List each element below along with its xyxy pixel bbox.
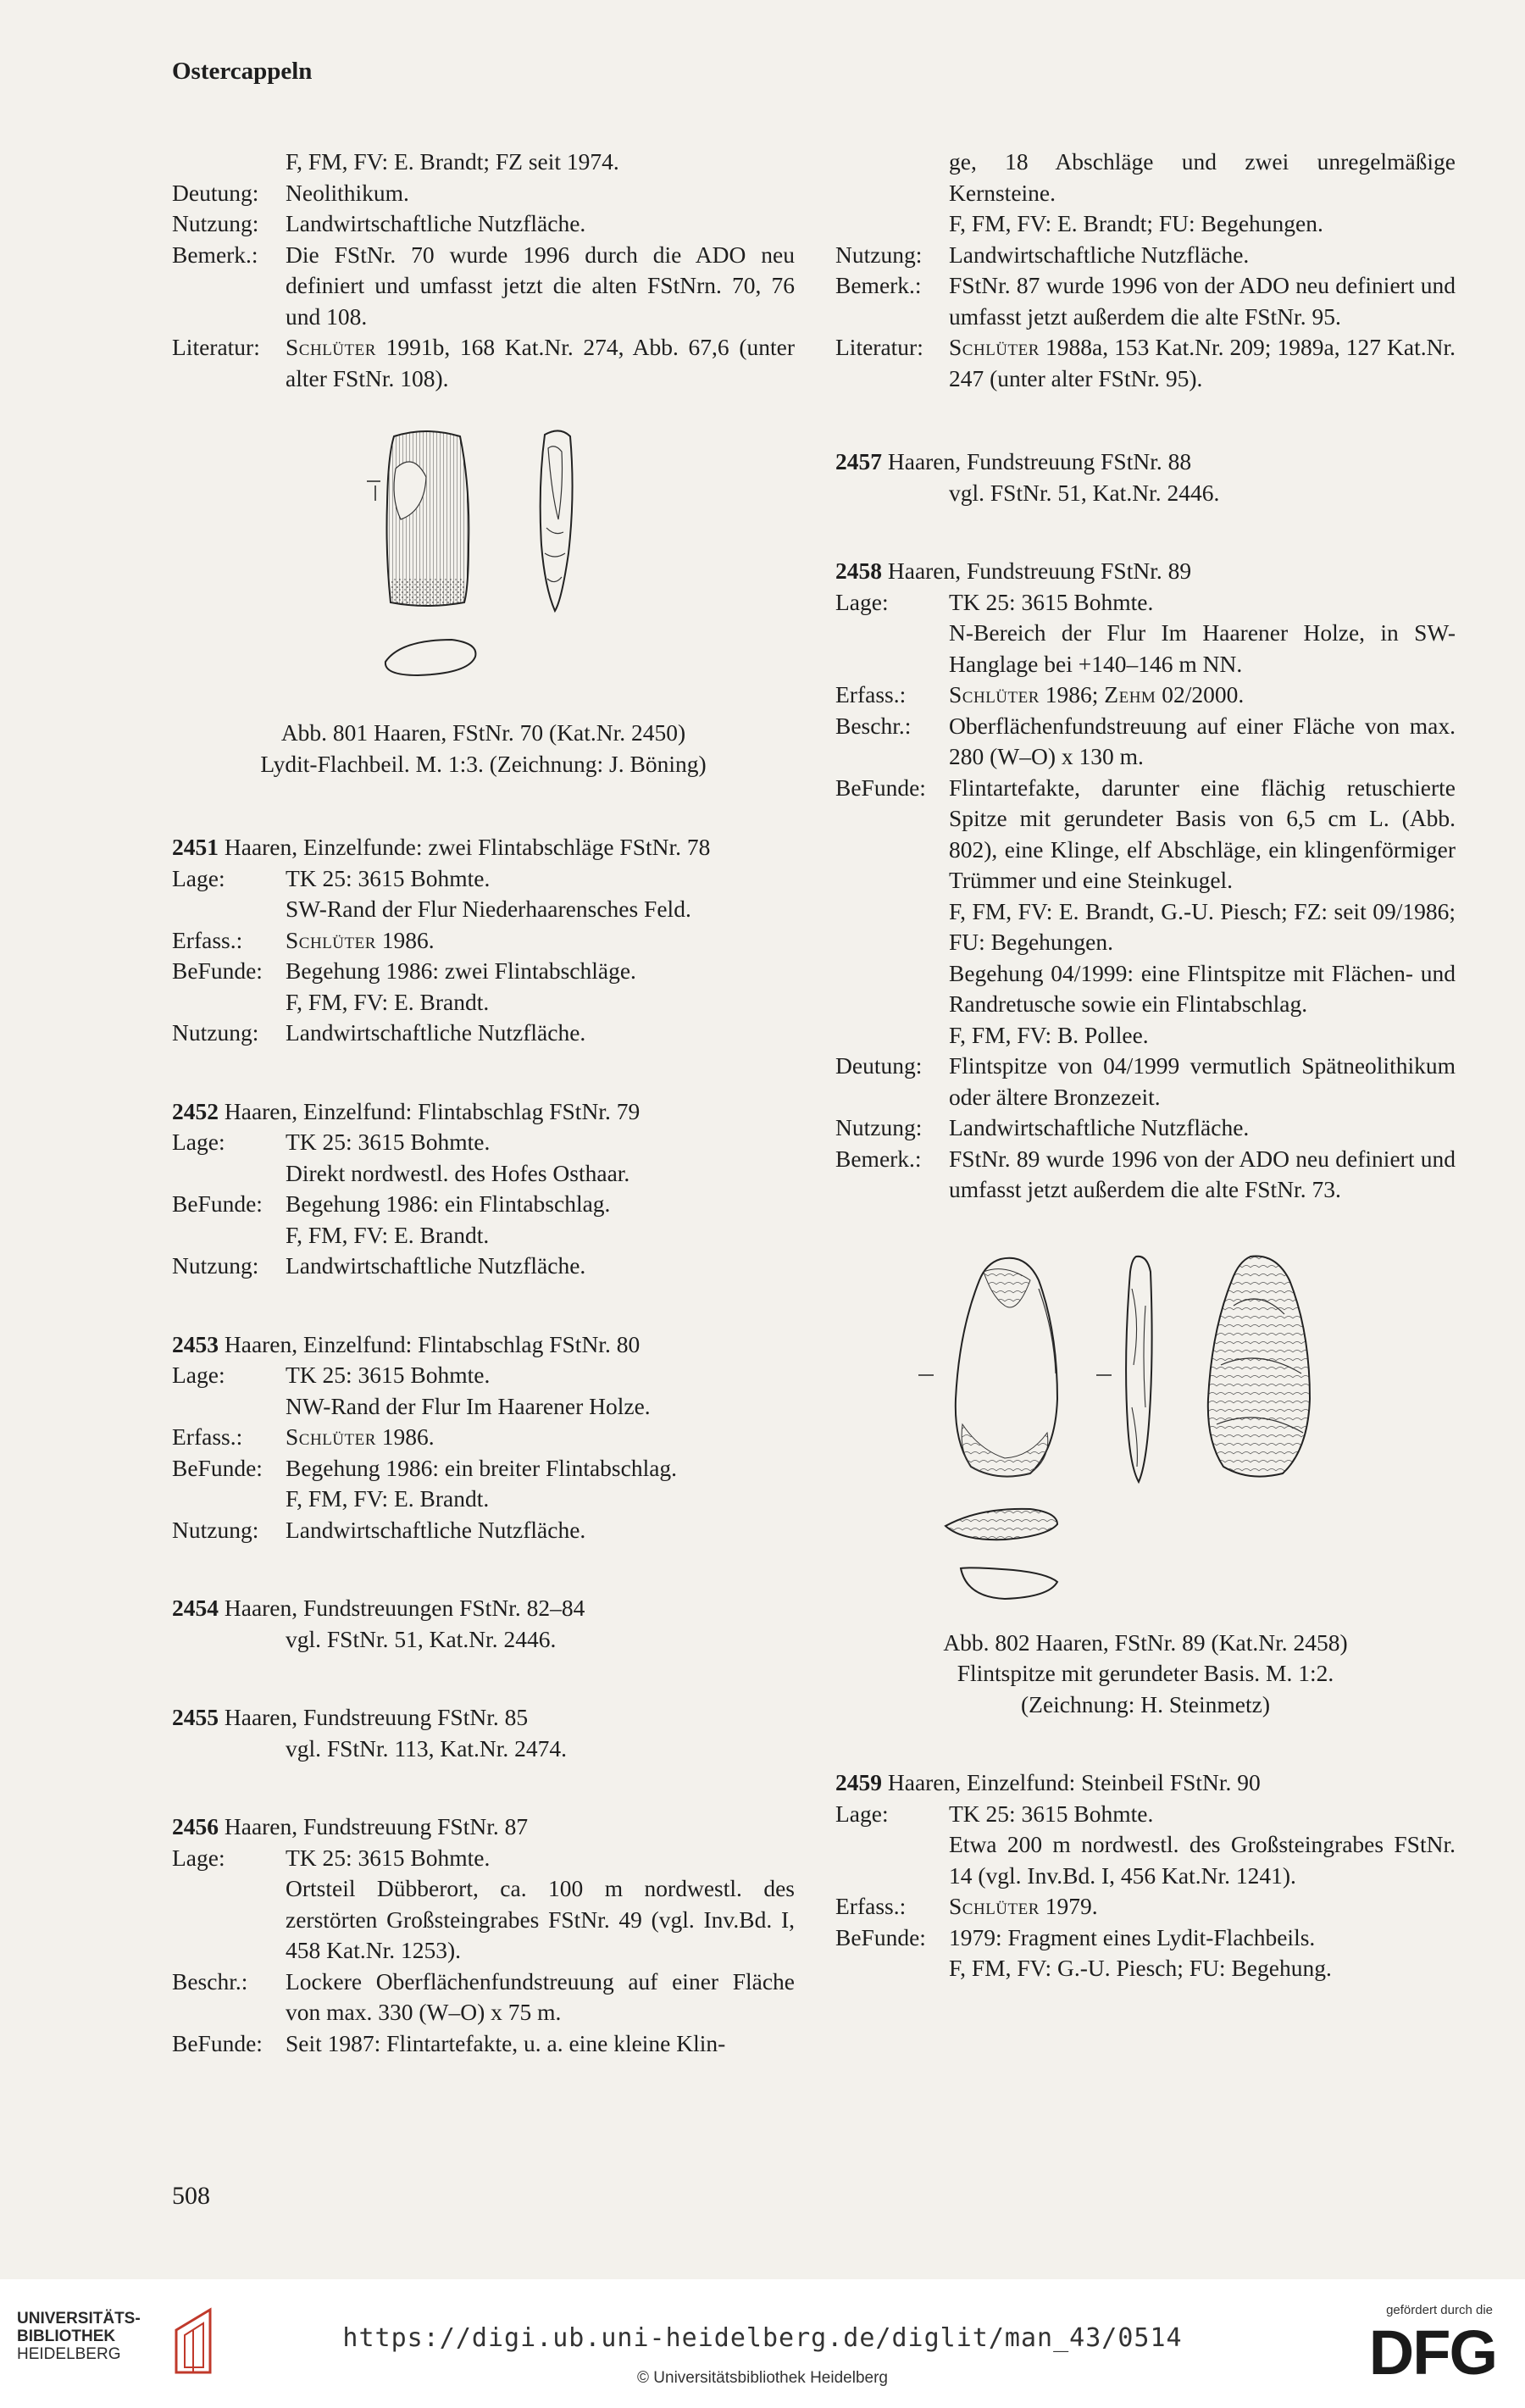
entry-title: Haaren, Einzelfunde: zwei Flintabschläge FStNr. 78 — [219, 834, 711, 860]
field-value: FStNr. 87 wurde 1996 von der ADO neu definiert und umfasst jetzt außerdem die alte FStNr. 95. — [949, 272, 1456, 330]
field-continuation: F, FM, FV: B. Pollee. — [949, 1021, 1149, 1048]
entry-heading — [172, 1329, 795, 1361]
field-value — [949, 332, 1456, 394]
field-label: Deutung: — [172, 179, 259, 206]
figure-caption: Lydit-Flachbeil. M. 1:3. (Zeichnung: J. Böning) — [260, 750, 707, 777]
field-label: Nutzung: — [172, 1019, 259, 1046]
field-continuation: F, FM, FV: G.-U. Piesch; FU: Begehung. — [949, 1955, 1332, 1981]
figure-801 — [172, 418, 795, 780]
field-value: Landwirtschaftliche Nutzfläche. — [949, 241, 1250, 268]
entry-2454 — [172, 1593, 795, 1655]
field-row — [835, 1112, 1456, 1144]
field-value: Landwirtschaftliche Nutzfläche. — [286, 210, 586, 236]
field-value: Flintartefakte, darunter eine flächig retuschierte Spitze mit gerundeter Basis von 6,5 cm L. (Abb. 802), eine Klinge, elf Abschläge, ein klingenförmiger Trümmer und eine Steinkugel. — [949, 774, 1456, 893]
citation: 1988a, 153 Kat.Nr. 209; 1989a, 127 Kat.Nr. 247 (unter alter FStNr. 95). — [949, 334, 1456, 391]
field-label: Erfass.: — [172, 926, 243, 953]
field-row — [172, 178, 795, 209]
field-row — [172, 1515, 795, 1546]
field-continuation: F, FM, FV: E. Brandt. — [286, 1485, 490, 1512]
field-value — [949, 680, 1456, 711]
entry-heading — [172, 1812, 795, 1843]
author-name: Schlüter — [286, 926, 376, 953]
dfg-logo: DFG — [1368, 2317, 1496, 2388]
field-value — [286, 1422, 795, 1453]
field-row — [835, 1144, 1456, 1206]
field-value — [949, 1891, 1456, 1923]
field-continuation: Direkt nordwestl. des Hofes Osthaar. — [286, 1159, 630, 1186]
field-label: Nutzung: — [835, 1114, 923, 1140]
catalog-number: 2457 — [835, 448, 882, 474]
library-name-line: UNIVERSITÄTS- — [17, 2310, 141, 2328]
field-row — [172, 863, 795, 895]
field-label: Bemerk.: — [172, 241, 258, 268]
catalog-number: 2454 — [172, 1595, 219, 1621]
entry-title: Haaren, Einzelfund: Flintabschlag FStNr. 79 — [219, 1097, 640, 1124]
field-label: Lage: — [172, 1844, 225, 1871]
field-row — [172, 1018, 795, 1049]
field-row — [172, 2028, 795, 2060]
field-label: Bemerk.: — [835, 272, 922, 298]
field-label: BeFunde: — [172, 1454, 263, 1481]
field-continuation: F, FM, FV: E. Brandt. — [286, 1221, 490, 1248]
field-value: TK 25: 3615 Bohmte. — [286, 1362, 491, 1388]
year: 1979. — [1039, 1893, 1098, 1919]
field-row — [835, 270, 1456, 332]
author-name: Zehm — [1104, 681, 1156, 707]
field-label: Bemerk.: — [835, 1145, 922, 1172]
entry-2452 — [172, 1096, 795, 1282]
date: 02/2000. — [1156, 681, 1245, 707]
field-label: Literatur: — [835, 334, 923, 360]
figure-802 — [835, 1255, 1456, 1721]
copyright-notice: © Universitätsbibliothek Heidelberg — [637, 2369, 888, 2387]
field-label: Beschr.: — [835, 712, 912, 739]
field-row — [172, 1251, 795, 1282]
field-value: 1979: Fragment eines Lydit-Flachbeils. — [949, 1923, 1316, 1950]
field-label: Erfass.: — [835, 681, 907, 707]
field-row — [172, 1360, 795, 1391]
field-continuation: N-Bereich der Flur Im Haarener Holze, in SW-Hanglage bei +140–146 m NN. — [949, 619, 1456, 677]
page-number: 508 — [172, 2182, 210, 2210]
lydit-axe-drawing — [172, 418, 795, 689]
field-row — [172, 1453, 795, 1484]
field-value: Landwirtschaftliche Nutzfläche. — [286, 1019, 586, 1046]
cross-reference: vgl. FStNr. 51, Kat.Nr. 2446. — [286, 1625, 557, 1652]
entry-heading — [835, 1767, 1456, 1799]
field-value: Begehung 1986: ein Flintabschlag. — [286, 1190, 611, 1217]
field-continuation: F, FM, FV: E. Brandt. — [286, 988, 490, 1015]
field-label: Literatur: — [172, 334, 260, 360]
field-row — [835, 1923, 1456, 1954]
field-row — [172, 208, 795, 240]
text-line: F, FM, FV: E. Brandt; FU: Begehungen. — [949, 210, 1323, 236]
catalog-number: 2456 — [172, 1813, 219, 1839]
field-continuation: SW-Rand der Flur Niederhaarensches Feld. — [286, 896, 691, 922]
field-value: Die FStNr. 70 wurde 1996 durch die ADO neu definiert und umfasst jetzt die alten FStNrn. 70, 76 und 108. — [286, 241, 795, 330]
field-label: Erfass.: — [172, 1423, 243, 1450]
field-label: Nutzung: — [172, 1252, 259, 1279]
field-label: Lage: — [172, 1362, 225, 1388]
field-label: Nutzung: — [172, 210, 259, 236]
field-row — [172, 956, 795, 987]
field-row — [172, 925, 795, 957]
field-row — [835, 711, 1456, 773]
field-row — [172, 332, 795, 394]
year: 1986; — [1039, 681, 1105, 707]
field-continuation: F, FM, FV: E. Brandt, G.-U. Piesch; FZ: seit 09/1986; FU: Begehungen. — [949, 897, 1456, 955]
cross-section-drawing — [835, 1560, 1456, 1619]
field-label: Deutung: — [835, 1052, 923, 1079]
field-value: Begehung 1986: ein breiter Flintabschlag. — [286, 1454, 678, 1481]
field-continuation: Begehung 04/1999: eine Flintspitze mit Flächen- und Randretusche sowie ein Flintabschlag. — [949, 959, 1456, 1017]
entry-heading — [835, 447, 1456, 478]
field-row — [835, 680, 1456, 711]
year: 1986. — [375, 1423, 435, 1450]
entry-2457 — [835, 447, 1456, 508]
field-value: FStNr. 89 wurde 1996 von der ADO neu definiert und umfasst jetzt außerdem die alte FStNr. 73. — [949, 1145, 1456, 1202]
field-label: Lage: — [172, 864, 225, 891]
entry-2451 — [172, 832, 795, 1049]
library-name-line: BIBLIOTHEK — [17, 2328, 116, 2345]
entry-2458 — [835, 556, 1456, 1206]
citation: 1991b, 168 Kat.Nr. 274, Abb. 67,6 (unter alter FStNr. 108). — [286, 334, 795, 391]
funding-note: gefördert durch die — [1386, 2303, 1493, 2317]
field-row — [172, 240, 795, 333]
cross-reference: vgl. FStNr. 113, Kat.Nr. 2474. — [286, 1734, 568, 1762]
field-label: BeFunde: — [172, 2029, 263, 2056]
field-value: Neolithikum. — [286, 179, 409, 206]
field-value — [286, 332, 795, 394]
field-row — [835, 1891, 1456, 1923]
author-name: Schlüter — [286, 1423, 376, 1450]
entry-title: Haaren, Fundstreuungen FStNr. 82–84 — [219, 1595, 585, 1621]
field-label: BeFunde: — [835, 774, 926, 801]
field-continuation: Ortsteil Dübberort, ca. 100 m nordwestl. des zerstörten Großsteingrabes FStNr. 49 (vgl. Inv.Bd. I, 458 Kat.Nr. 1253). — [286, 1875, 795, 1963]
field-row — [172, 1189, 795, 1220]
library-name-line: HEIDELBERG — [17, 2345, 121, 2363]
field-value: Lockere Oberflächenfundstreuung auf einer Fläche von max. 330 (W–O) x 75 m. — [286, 1967, 795, 2025]
figure-caption: (Zeichnung: H. Steinmetz) — [1020, 1690, 1270, 1717]
field-value: Seit 1987: Flintartefakte, u. a. eine kleine Klin- — [286, 2029, 726, 2056]
entry-title: Haaren, Einzelfund: Flintabschlag FStNr. 80 — [219, 1330, 640, 1357]
field-row — [835, 773, 1456, 896]
year: 1986. — [375, 926, 435, 953]
field-label: BeFunde: — [172, 957, 263, 984]
catalog-number: 2458 — [835, 558, 882, 584]
field-value: Begehung 1986: zwei Flintabschläge. — [286, 957, 636, 984]
entry-heading — [172, 1096, 795, 1128]
flint-point-drawing — [835, 1255, 1456, 1560]
field-label: BeFunde: — [835, 1923, 926, 1950]
author-name: Schlüter — [949, 334, 1040, 360]
entry-title: Haaren, Einzelfund: Steinbeil FStNr. 90 — [882, 1769, 1261, 1795]
entry-title: Haaren, Fundstreuung FStNr. 85 — [219, 1704, 529, 1730]
entry-heading — [172, 1593, 795, 1624]
field-label: Lage: — [835, 588, 889, 615]
field-label: Lage: — [172, 1129, 225, 1155]
field-row — [172, 1843, 795, 1874]
field-row — [172, 1967, 795, 2028]
field-continuation: Etwa 200 m nordwestl. des Großsteingrabes FStNr. 14 (vgl. Inv.Bd. I, 456 Kat.Nr. 1241). — [949, 1831, 1456, 1889]
field-label: Beschr.: — [172, 1967, 248, 1995]
author-name: Schlüter — [949, 681, 1040, 707]
right-column — [835, 147, 1456, 1984]
field-value: Flintspitze von 04/1999 vermutlich Spätneolithikum oder ältere Bronzezeit. — [949, 1052, 1456, 1110]
entry-2453 — [172, 1329, 795, 1546]
entry-2456 — [172, 1812, 795, 2059]
author-name: Schlüter — [286, 334, 376, 360]
running-head: Ostercappeln — [172, 58, 313, 85]
viewer-footer — [0, 2279, 1525, 2408]
field-row — [835, 587, 1456, 619]
field-continuation: NW-Rand der Flur Im Haarener Holze. — [286, 1392, 651, 1419]
field-value: TK 25: 3615 Bohmte. — [286, 864, 491, 891]
catalog-number: 2452 — [172, 1097, 219, 1124]
catalog-number: 2451 — [172, 834, 219, 860]
text-line: ge, 18 Abschläge und zwei unregelmäßige Kernsteine. — [949, 148, 1456, 206]
entry-2459 — [835, 1767, 1456, 1984]
left-column — [172, 147, 795, 2059]
field-value: TK 25: 3615 Bohmte. — [949, 1800, 1154, 1827]
field-label: Nutzung: — [172, 1516, 259, 1543]
field-row — [835, 240, 1456, 271]
field-value: TK 25: 3615 Bohmte. — [286, 1844, 491, 1871]
field-value: TK 25: 3615 Bohmte. — [949, 588, 1154, 615]
cross-reference: vgl. FStNr. 51, Kat.Nr. 2446. — [949, 479, 1220, 506]
entry-title: Haaren, Fundstreuung FStNr. 87 — [219, 1813, 529, 1839]
author-name: Schlüter — [949, 1893, 1040, 1919]
entry-title: Haaren, Fundstreuung FStNr. 89 — [882, 558, 1192, 584]
entry-heading — [835, 556, 1456, 587]
catalog-number: 2459 — [835, 1769, 882, 1795]
catalog-number: 2453 — [172, 1330, 219, 1357]
field-value: Oberflächenfundstreuung auf einer Fläche von max. 280 (W–O) x 130 m. — [949, 712, 1456, 769]
figure-caption: Abb. 801 Haaren, FStNr. 70 (Kat.Nr. 2450) — [280, 719, 686, 746]
field-row — [835, 332, 1456, 394]
field-value — [286, 925, 795, 957]
field-label: BeFunde: — [172, 1190, 263, 1217]
text-line: F, FM, FV: E. Brandt; FZ seit 1974. — [286, 148, 619, 175]
entry-heading — [172, 1702, 795, 1734]
field-value: TK 25: 3615 Bohmte. — [286, 1129, 491, 1155]
catalog-number: 2455 — [172, 1704, 219, 1730]
field-value: Landwirtschaftliche Nutzfläche. — [286, 1516, 586, 1543]
permalink-url[interactable]: https://digi.ub.uni-heidelberg.de/diglit/man_43/0514 — [342, 2323, 1183, 2353]
field-row — [172, 1422, 795, 1453]
field-row — [172, 1127, 795, 1158]
field-value: Landwirtschaftliche Nutzfläche. — [286, 1252, 586, 1279]
field-row — [835, 1051, 1456, 1112]
field-label: Nutzung: — [835, 241, 923, 268]
entry-2455 — [172, 1702, 795, 1764]
field-row — [835, 1799, 1456, 1830]
field-label: Erfass.: — [835, 1893, 907, 1919]
field-value: Landwirtschaftliche Nutzfläche. — [949, 1114, 1250, 1140]
figure-caption: Flintspitze mit gerundeter Basis. M. 1:2. — [957, 1660, 1334, 1686]
entry-heading — [172, 832, 795, 863]
figure-caption: Abb. 802 Haaren, FStNr. 89 (Kat.Nr. 2458) — [943, 1628, 1348, 1656]
entry-title: Haaren, Fundstreuung FStNr. 88 — [882, 448, 1192, 474]
field-label: Lage: — [835, 1800, 889, 1827]
